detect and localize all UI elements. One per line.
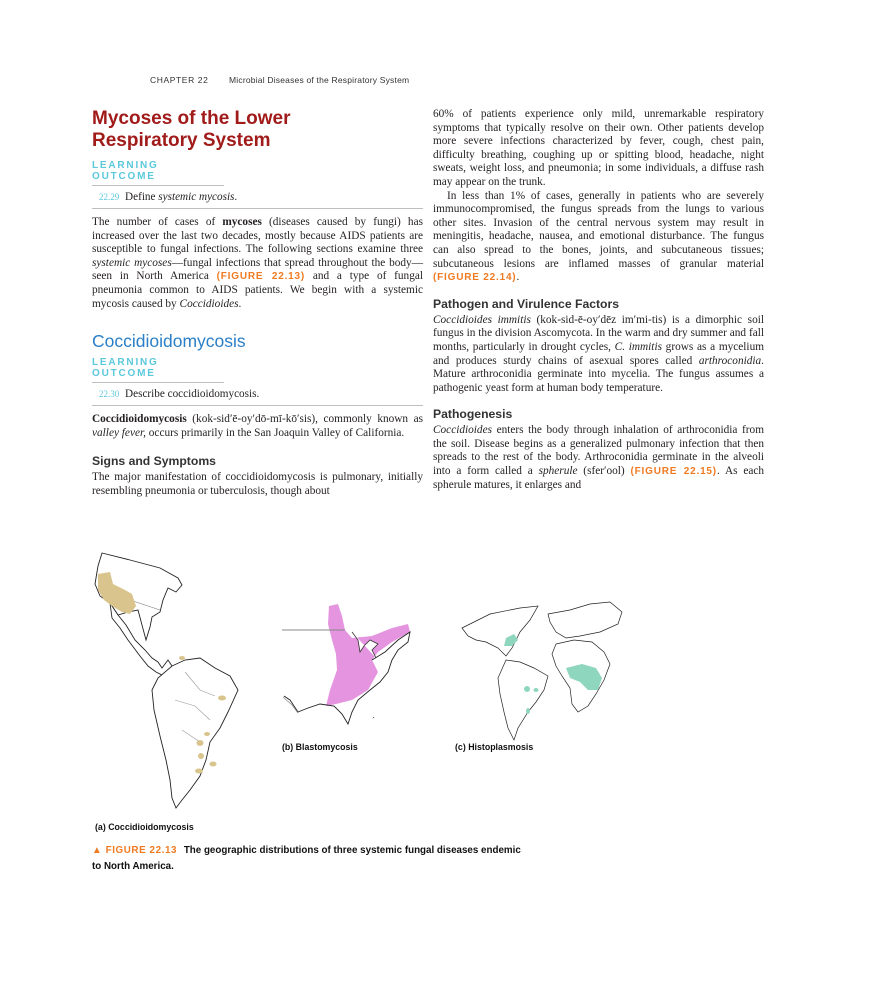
learning-outcome-label: LEARNING OUTCOME [92,357,224,383]
text: . As each spherule matures, it enlarges and [433,465,765,491]
panel-a-label: (a) Coccidioidomycosis [95,822,194,832]
text: (diseases caused by fungi) has increased over the last two decades, mostly because AIDS patients are susceptible to fungal infections. The following sections examine three [92,216,423,256]
learning-outcome-label: LEARNING OUTCOME [92,160,224,186]
figure-number: ▲ FIGURE 22.13 [92,845,178,856]
chapter-label: CHAPTER 22 [150,75,209,85]
signs-continued-paragraph: 60% of patients experience only mild, unremarkable respiratory symptoms that typically resolve on their own. Other patients develop more severe infections characterized by fever, cough, chest pain, difficulty breathing, coughing up or spitting blood, headache, night sweats, weight loss, and pneumonia; in some individuals, a diffuse rash may appear on the trunk. [433,108,764,188]
outcome-number: 22.29 [99,192,120,202]
outcome-number: 22.30 [99,389,120,400]
text: . [516,271,520,284]
italic-term: systemic mycoses [92,256,172,269]
outcome-term: systemic mycosis [158,191,235,203]
text: . Mature arthroconidia germinate into mycelia. The fungus assumes a pathogenic yeast form at human body temperature. [433,354,764,394]
section-title-line-2: Respiratory System [92,130,271,151]
text: (sfer′ool) [577,465,631,478]
italic-term: Coccidioides [433,424,492,437]
figure-reference-link[interactable]: (FIGURE 22.13) [216,271,306,283]
text: The number of cases of [92,216,223,228]
outcome-punct: . [234,191,238,203]
text: occurs primarily in the San Joaquin Valley of California. [145,426,405,439]
key-term: mycoses [222,216,262,228]
text: . [238,297,242,310]
italic-term: spherule [538,465,578,478]
italic-term: Coccidioides immitis [433,313,531,326]
outcome-text: Define [125,191,159,203]
panel-b-label: (b) Blastomycosis [282,742,358,752]
italic-term: C. immitis [614,340,662,353]
figure-caption [92,843,532,875]
text: (kok-sid′ē-oy′dō-mī-kō′sis), commonly known as [186,413,423,426]
subsection-title: Coccidioidomycosis [92,331,246,352]
section-title-line-1: Mycoses of the Lower [92,108,291,129]
pathogenesis-heading: Pathogenesis [433,407,513,422]
key-term: Coccidioidomycosis [92,413,187,426]
figure-reference-link[interactable]: (FIGURE 22.15) [630,466,717,478]
text: enters the body through inhalation of arthroconidia from the soil. Disease begins as a generalized pulmonary infection that then spreads to the rest of the body. Arthroconidia germinate in the alveoli into a form called a [433,424,764,478]
text: —fungal infections that spread throughout the body—seen in North America [92,256,423,283]
chapter-title: Microbial Diseases of the Respiratory System [229,75,410,85]
outcome-text: Describe coccidioidomycosis. [125,388,260,401]
pathogen-heading: Pathogen and Virulence Factors [433,296,620,311]
blastomycosis-map [282,604,410,724]
italic-term: Coccidioides [179,297,239,310]
text: grows as a mycelium and produces sturdy chains of asexual spores called [433,340,765,367]
panel-c-label: (c) Histoplasmosis [455,742,534,752]
text: In less than 1% of cases, generally in patients who are severely immunocompromised, the fungus spreads from the lungs to various other sites. Invasion of the central nervous system may result in meningitis, headache, nausea, and emotional disturbance. The fungus can also spread to the bones, joints, and subcutaneous tissues; subcutaneous lesions are inflamed masses of granular material [433,189,764,270]
svg-text:.•: .• [372,715,375,720]
signs-heading: Signs and Symptoms [92,454,216,469]
italic-term: arthroconidia [698,354,762,367]
figure-reference-link[interactable]: (FIGURE 22.14) [433,272,517,284]
figure-caption-text: The geographic distributions of three systemic fungal diseases endemic to North America. [92,845,521,872]
text: (kok-sid-ē-oy′dēz im′mi-tis) is a dimorphic soil fungus in the division Ascomycota. In the warm and dry summer and fall months, particularly in drought cycles, [433,313,765,353]
text: and a type of fungal pneumonia common to AIDS patients. We begin with a systemic mycosis caused by [92,270,423,310]
histoplasmosis-map [462,602,622,740]
signs-paragraph: The major manifestation of coccidioidomycosis is pulmonary, initially resembling pneumonia or tuberculosis, though about [92,471,423,497]
italic-term: valley fever, [92,426,146,439]
